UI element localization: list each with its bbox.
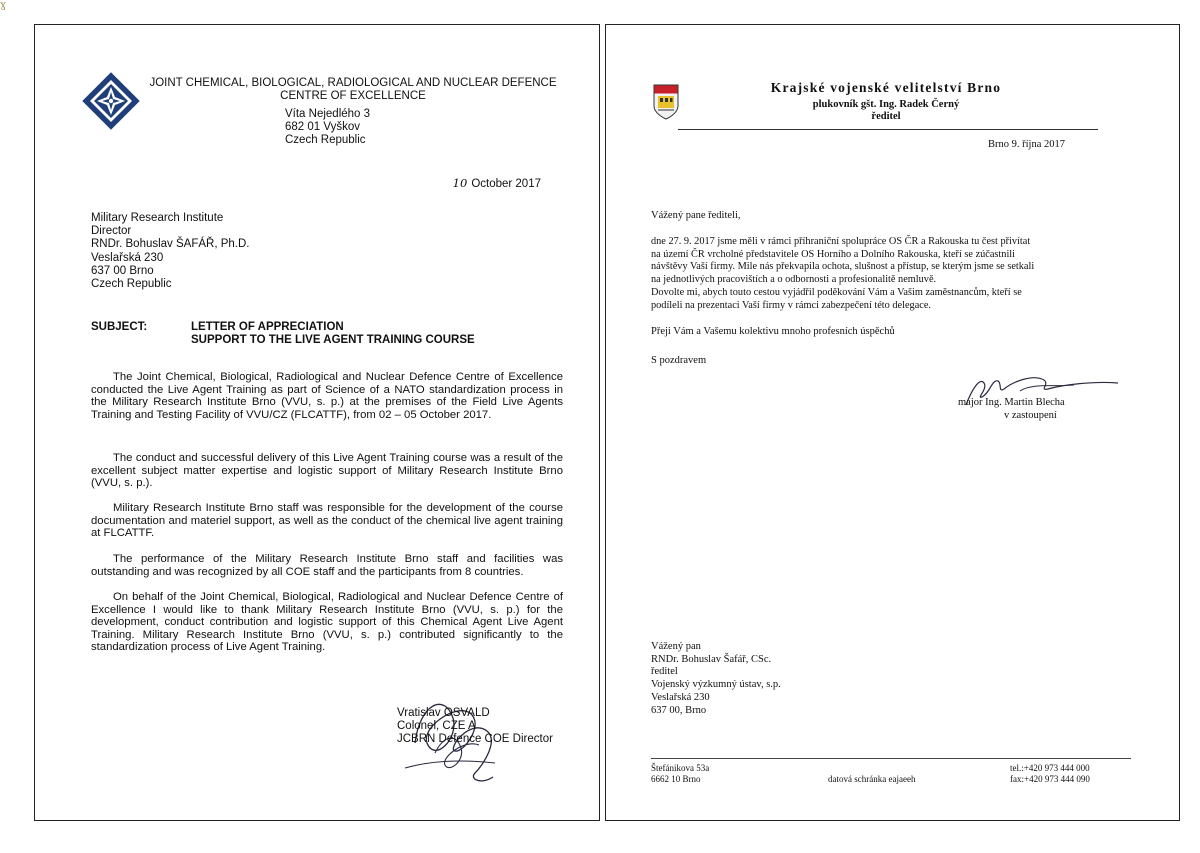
- header-divider: [678, 129, 1098, 130]
- date-day: 10: [452, 176, 468, 190]
- scan-speck: ɣ: [0, 0, 6, 11]
- body-paragraph: [91, 553, 563, 578]
- body-line: Dovolte mi, abych touto cestou vyjádřil poděkování Vám a Vašim zaměstnancům, kteří se: [651, 286, 1022, 298]
- recipient-line: RNDr. Bohuslav ŠAFÁŘ, Ph.D.: [91, 238, 250, 251]
- recipient-address: [91, 212, 250, 291]
- recipient-line: Military Research Institute: [91, 212, 224, 224]
- address-line: 637 00, Brno: [651, 704, 707, 716]
- letter-date: [453, 176, 541, 190]
- body-line: dne 27. 9. 2017 jsme měli v rámci příhraniční spolupráce OS ČR a Rakouska tu čest přivítat: [651, 236, 1031, 247]
- signatory-line: Vratislav OSVALD: [397, 707, 490, 719]
- organization-name: [133, 77, 573, 103]
- org-line: CENTRE OF EXCELLENCE: [280, 90, 426, 103]
- footer-line: 6662 10 Brno: [651, 774, 701, 784]
- address-line: Víta Nejedlého 3: [285, 108, 371, 120]
- subject-label: SUBJECT:: [91, 321, 148, 333]
- subject-line: LETTER OF APPRECIATION: [191, 321, 344, 333]
- signatory-line: JCBRN Defence COE Director: [397, 733, 553, 746]
- coe-emblem-icon: [81, 71, 141, 131]
- thank-you-letter-czech: [605, 24, 1180, 821]
- closing: S pozdravem: [651, 355, 707, 366]
- footer-line: Štefánikova 53a: [651, 763, 710, 773]
- subject-text: [191, 321, 475, 347]
- coat-of-arms-icon: [653, 84, 679, 120]
- paragraph-text: The performance of the Military Research Institute Brno staff and facilities was outstanding and was recognized by all COE staff and the participants from 8 countries.: [91, 553, 563, 578]
- address-line: Czech Republic: [285, 134, 366, 147]
- paragraph-text: On behalf of the Joint Chemical, Biological, Radiological and Nuclear Defence Centre of Excellence I would like to thank Military Research Institute Brno (VVU, s. p.) for the development, conduct contribution and logistic support of this Chemical Agent Live Agent Training. Military Research Institute Brno (VVU, s. p.) contributed significantly to the standardization process of Live Agent Training.: [91, 591, 563, 654]
- commander-name: plukovník gšt. Ing. Radek Černý: [812, 99, 960, 110]
- body-paragraph: [91, 502, 563, 540]
- address-line: Vážený pan: [651, 641, 701, 652]
- footer-divider: [651, 758, 1131, 759]
- closing-wish: Přeji Vám a Vašemu kolektivu mnoho profesních úspěchů: [651, 326, 895, 337]
- signatory-line: v zastoupení: [1004, 410, 1057, 421]
- address-line: Veslařská 230: [651, 691, 710, 703]
- recipient-line: Director: [91, 225, 132, 238]
- letter-date: Brno 9. října 2017: [988, 139, 1065, 150]
- sender-address: [285, 108, 370, 148]
- paragraph-text: Military Research Institute Brno staff was responsible for the development of the course documentation and materiel support, as well as the conduct of the chemical live agent training at FLCATTF.: [91, 502, 563, 540]
- commander-role: ředitel: [871, 111, 901, 122]
- recipient-line: Veslařská 230: [91, 251, 164, 264]
- body-paragraph: [91, 591, 563, 654]
- body-line: podíleli na prezentaci Vaší firmy v rámci zabezpečení této delegace.: [651, 299, 931, 311]
- appreciation-letter-english: [34, 24, 600, 821]
- paragraph-text: The conduct and successful delivery of this Live Agent Training course was a result of the excellent subject matter expertise and logistic support of Military Research Institute Brno (VVU, s. p.).: [91, 452, 563, 490]
- recipient-address: [651, 641, 781, 717]
- body-line: návštěvy Vaší firmy. Mile nás překvapila ochota, slušnost a přístup, se kterým jsme se setkali: [651, 261, 1035, 273]
- letter-body: [651, 236, 1121, 312]
- letterhead: [706, 80, 1066, 122]
- recipient-line: 637 00 Brno: [91, 264, 154, 277]
- footer-line: tel.:+420 973 444 000: [1010, 763, 1090, 773]
- address-line: ředitel: [651, 666, 678, 678]
- body-paragraph: [91, 371, 563, 421]
- org-line: JOINT CHEMICAL, BIOLOGICAL, RADIOLOGICAL AND NUCLEAR DEFENCE: [149, 77, 557, 89]
- institution-title: Krajské vojenské velitelství Brno: [770, 80, 1002, 95]
- address-line: Vojenský výzkumný ústav, s.p.: [651, 679, 781, 691]
- body-line: na jednotlivých pracovištích a o odbornosti a profesionalitě nemluvě.: [651, 274, 937, 286]
- body-paragraph: [91, 452, 563, 490]
- signatory-block: [397, 707, 553, 747]
- subject-line: SUPPORT TO THE LIVE AGENT TRAINING COURSE: [191, 334, 475, 347]
- address-line: 682 01 Vyškov: [285, 121, 361, 134]
- footer-line: fax:+420 973 444 090: [1010, 774, 1090, 784]
- date-rest: October 2017: [471, 178, 541, 190]
- signatory-line: major Ing. Martin Blecha: [958, 397, 1065, 408]
- footer-databox: datová schránka eajaeeh: [828, 774, 916, 784]
- footer-address: [651, 763, 709, 785]
- footer-contacts: [1010, 763, 1090, 785]
- signatory-block: [958, 396, 1065, 422]
- signatory-line: Colonel, CZE A: [397, 720, 476, 733]
- address-line: RNDr. Bohuslav Šafář, CSc.: [651, 653, 772, 665]
- body-line: na území ČR vrcholné představitele OS Horního a Dolního Rakouska, kteří se zúčastnili: [651, 248, 1016, 260]
- recipient-line: Czech Republic: [91, 278, 172, 291]
- paragraph-text: The Joint Chemical, Biological, Radiological and Nuclear Defence Centre of Excellence conducted the Live Agent Training as part of Science of a NATO standardization process in the Military Research Institute Brno (VVU, s. p.) at the premises of the Field Live Agents Training and Testing Facility of VVU/CZ (FLCATTF), from 02 – 05 October 2017.: [91, 371, 563, 421]
- salutation: Vážený pane řediteli,: [651, 210, 741, 221]
